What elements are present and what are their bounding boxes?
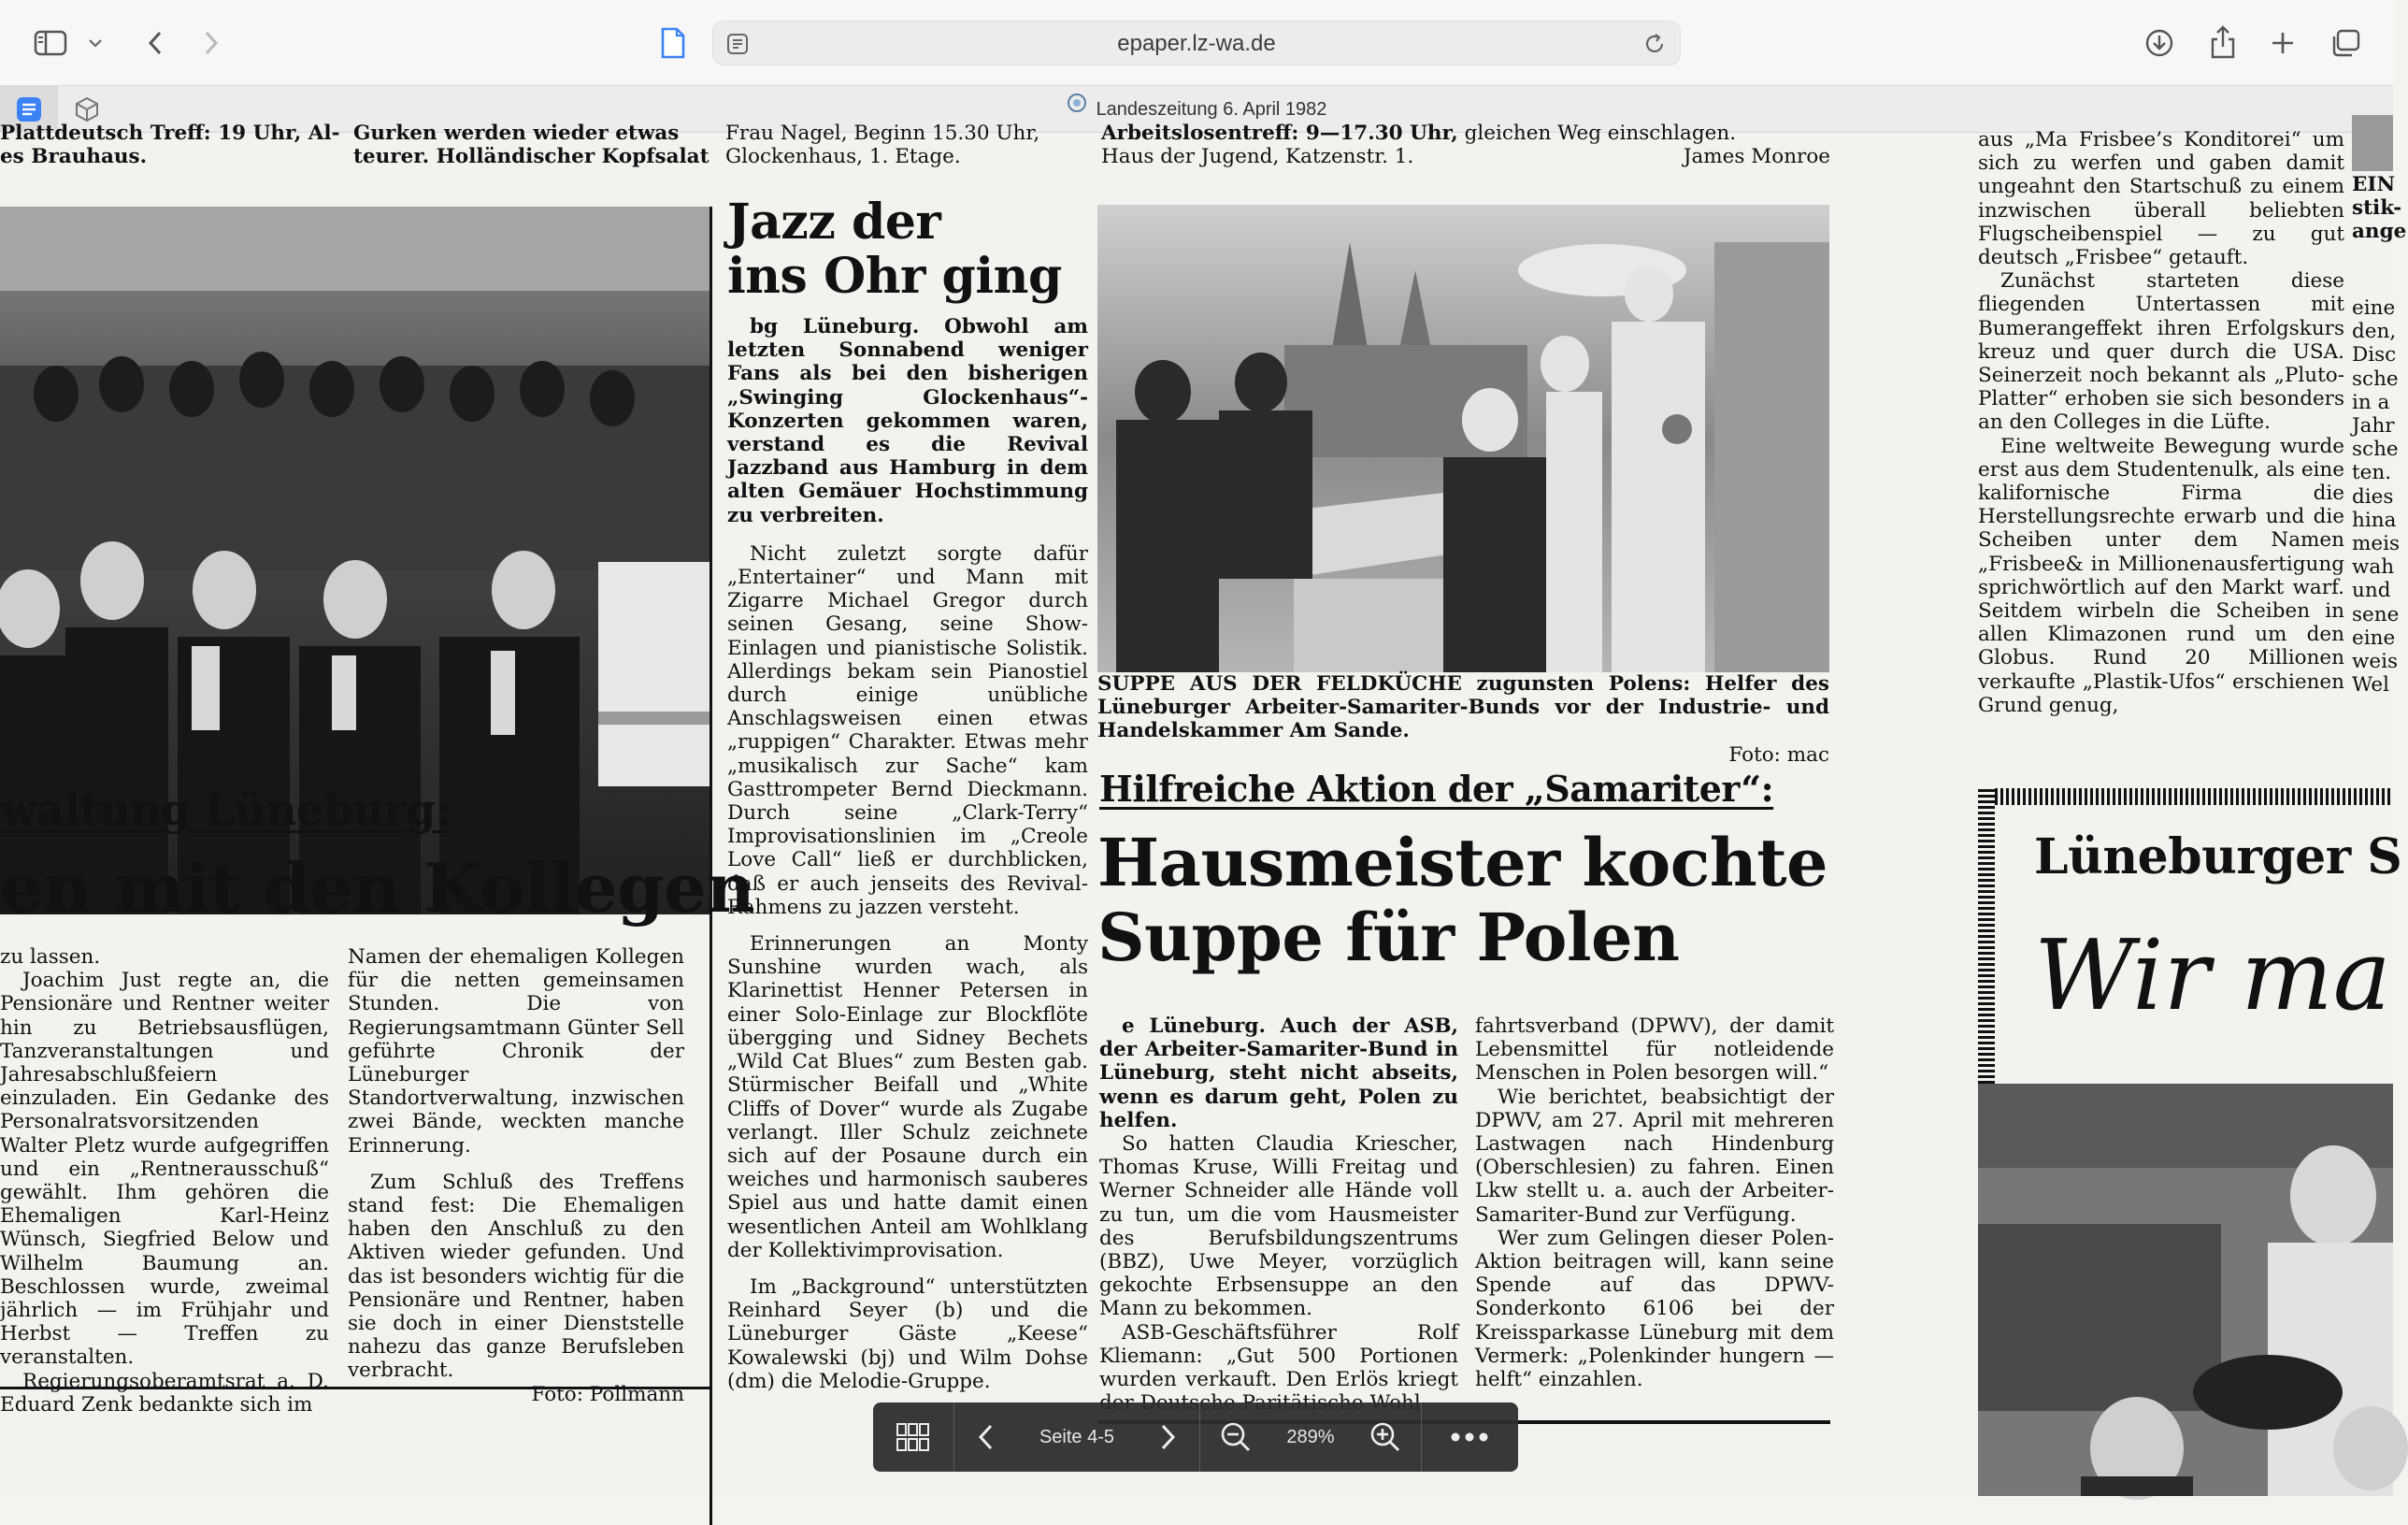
fragment: sche (2352, 438, 2399, 462)
snippet-line: Glockenhaus, 1. Etage. (725, 145, 961, 169)
soup-headline-line1: Hausmeister kochte (1097, 824, 1828, 901)
article-paragraph: Regierungsoberamtsrat a. D. Eduard Zenk bedankte sich im (0, 1369, 329, 1417)
article-paragraph: Namen der ehemaligen Kollegen für die netten gemeinsamen Stunden. Die von Regierungsamtmann Günter Sell geführte Chronik der Lüneburger Standortverwaltung, inzwischen zwei Bände, weckten manche Erinnerung. (348, 945, 684, 1158)
zoom-out-icon (1220, 1421, 1252, 1453)
reload-icon[interactable] (1642, 32, 1667, 60)
snippet-line: gleichen Weg einschlagen. (1464, 122, 1737, 145)
photo-credit: Foto: mac (1728, 742, 1829, 767)
snippet-line: es Brauhaus. (0, 145, 148, 169)
tab-overview-button[interactable] (2328, 26, 2363, 60)
pdf-control-bar (873, 1403, 1518, 1472)
address-bar[interactable] (712, 21, 1681, 65)
article-paragraph: Nicht zuletzt sorgte dafür „Entertainer“ und Mann mit Zigarre Michael Gregor durch seinen Gesang, seine Show-Einlagen und pianistische Solistik. Allerdings bekam sein Pianostiel durch einige unübliche Anschlagsweisen einen etwas „ruppigen“ Charakter. Etwas mehr „musikalisch zur Sache“ kam Gasttrompeter Bernd Dieckmann. Durch seine „Clark-Terry“ Improvisationslinien im „Creole Love Call“ ließ er durchblicken, daß er auch jenseits des Revival-Rahmens zu jazzen versteht. (727, 541, 1088, 919)
downloads-button[interactable] (2143, 26, 2176, 60)
jazz-article-body (727, 315, 1088, 1406)
frisbee-article-body (1978, 128, 2344, 730)
fragment: wah (2352, 555, 2395, 580)
thumbnails-button[interactable] (873, 1403, 953, 1472)
jazz-headline-line1: Jazz der (727, 194, 941, 251)
snippet-line: Haus der Jugend, Katzenstr. 1. (1101, 145, 1414, 169)
jazz-lead: bg Lüneburg. Obwohl am letzten Sonnabend weniger Fans als bei den bisherigen „Swinging Glockenhaus“-Konzerten gekommen waren, verstand es die Revival Jazzband aus Hamburg in dem alten Gemäuer Hochstimmung zu verbreiten. (727, 315, 1088, 527)
page-menu-button[interactable] (656, 24, 690, 62)
download-icon (2144, 28, 2174, 58)
browser-toolbar (0, 0, 2393, 86)
sidebar-icon (34, 30, 67, 56)
back-button[interactable] (138, 26, 172, 60)
ellipsis-icon (1451, 1432, 1488, 1442)
article-paragraph: zu lassen. (0, 945, 101, 969)
jazz-headline-line2: ins Ohr ging (727, 248, 1062, 305)
soup-headline-line2: Suppe für Polen (1097, 899, 1680, 976)
ad-box (1978, 788, 2402, 1106)
ad-title: Lüneburger S (2034, 828, 2402, 885)
left-article-col2 (348, 945, 684, 1406)
fragment: Jahr (2352, 414, 2395, 439)
fragment: EIN (2352, 173, 2396, 196)
far-right-photo-edge (2352, 115, 2393, 171)
article-paragraph: So hatten Claudia Kriescher, Thomas Kruse, Willi Freitag und Werner Schneider alle Hände voll zu tun, um die vom Hausmeister des Berufsbildungszentrums (BBZ), Uwe Meyer, vorzüglich gekochte Erbsensuppe an den Mann zu bekommen. (1099, 1132, 1458, 1321)
article-paragraph: ASB-Geschäftsführer Rolf Kliemann: „Gut 500 Portionen wurden verkauft. Den Erlös kriegt (1099, 1320, 1458, 1392)
snippet-line: Gurken werden wieder etwas (353, 122, 680, 145)
next-page-button[interactable] (1138, 1403, 1199, 1472)
left-article-col1 (0, 945, 329, 1430)
previous-page-button[interactable] (954, 1403, 1016, 1472)
fragment: dies (2352, 484, 2394, 509)
ad-slogan: Wir ma (2034, 918, 2391, 1032)
fragment: eine (2352, 626, 2396, 650)
photo-band (1978, 1084, 2393, 1496)
forward-button[interactable] (194, 26, 228, 60)
new-tab-icon (2270, 30, 2296, 56)
snippet-line: Frau Nagel, Beginn 15.30 Uhr, (725, 122, 1040, 145)
more-options-button[interactable] (1422, 1403, 1517, 1472)
photo-field-kitchen (1097, 205, 1829, 672)
fragment: in a (2352, 390, 2390, 414)
snippet-line: teurer. Holländischer Kopfsalat (353, 145, 710, 169)
share-button[interactable] (2206, 22, 2240, 62)
soup-photo-caption (1097, 672, 1829, 767)
snippet-line: Arbeitslosentreff: 9—17.30 Uhr, (1101, 122, 1458, 145)
soup-article-col1 (1099, 1014, 1458, 1428)
fragment: ange (2352, 220, 2407, 244)
article-paragraph: Im „Background“ unterstützten Reinhard Seyer (b) und die Lüneburger Gäste „Keese“ Kowalewski (bj) und Wilm Dohse (dm) die Melodie-Gruppe. (727, 1274, 1088, 1393)
article-paragraph: Zum Schluß des Treffens stand fest: Die Ehemaligen haben den Anschluß zu den Aktiven wieder gefunden. Und das ist besonders wichtig für die Pensionäre und Rentner, haben sie doch in einer Dienststelle nahezu das ganze Berufsleben verbracht. (348, 1170, 684, 1383)
fragment: eine (2352, 296, 2396, 320)
fragment: weis (2352, 650, 2399, 674)
snippet-signature: James Monroe (1683, 145, 1830, 169)
chevron-down-icon (88, 38, 103, 48)
new-tab-button[interactable] (2266, 26, 2300, 60)
fragment: und (2352, 579, 2391, 603)
fragment: meis (2352, 532, 2401, 556)
sidebar-toggle-button[interactable] (32, 26, 69, 60)
zoom-in-button[interactable] (1350, 1403, 1421, 1472)
ad-border-top (1978, 788, 2393, 805)
zoom-in-icon (1369, 1421, 1401, 1453)
article-paragraph: fahrtsverband (DPWV), der damit Lebensmittel für notleidende Menschen in Polen besorgen will.“ (1475, 1014, 1834, 1086)
fragment: sene (2352, 602, 2400, 626)
article-paragraph: Wie berichtet, beabsichtigt der DPWV, am 27. April mit mehreren Lastwagen nach Hindenburg (Oberschlesien) zu fahren. Einen Lkw stellt u. a. auch der Arbeiter-Samariter-Bund zur Verfügung. (1475, 1085, 1834, 1227)
page-indicator: Seite 4-5 (1039, 1426, 1115, 1447)
fragment: Disc (2352, 343, 2397, 367)
chevron-left-icon (977, 1423, 994, 1451)
url-text[interactable]: epaper.lz-wa.de (1117, 31, 1276, 56)
ad-border-left (1978, 788, 1995, 1106)
article-paragraph: Wer zum Gelingen dieser Polen-Aktion beitragen will, kann seine Spende auf das DPWV-Sonderkonto 6106 bei der Kreissparkasse Lüneburg mit dem Vermerk: „Polenkinder hungern — helft“ einzahlen. (1475, 1226, 1834, 1392)
snippet-col2 (353, 122, 714, 168)
article-paragraph: Erinnerungen an Monty Sunshine wurden wach, als Klarinettist Henner Petersen in einer Solo-Einlage zur Blockflöte übergging und Sidney Bechets „Wild Cat Blues“ zum Besten gab. Stürmischer Beifall und „White Cliffs of Dover“ wurde als Zugabe verlangt. Iller Schulz zeichnete sich auf der Posaune durch ein weiches und harmonisch sauberes Spiel aus und hatte damit einen wesentlichen Anteil am Wohlklang der Kollektivimprovisation. (727, 932, 1088, 1262)
snippet-col3 (725, 122, 1090, 168)
zoom-level: 289% (1286, 1426, 1335, 1447)
soup-article-kicker: Hilfreiche Aktion der „Samariter“: (1099, 768, 1774, 810)
chevron-right-icon (1160, 1423, 1177, 1451)
fragment: sche (2352, 367, 2399, 391)
newspaper-page (0, 122, 2407, 1496)
fragment: hina (2352, 508, 2397, 532)
far-right-fragments (2352, 173, 2408, 244)
photo-credit: Foto: Pollmann (531, 1382, 684, 1406)
page-icon (660, 26, 686, 60)
snippet-col4 (1101, 122, 1830, 168)
article-paragraph: Zunächst starteten diese fliegenden Untertassen mit Bumerangeffekt ihren Erfolgskurs kreuz und quer durch die USA. Seinerzeit noch bekannt als „Pluto-Platter“ erhoben sie sich besonders an den Colleges in die Lüfte. (1978, 269, 2344, 435)
left-article-kicker: waltung Lüneburg: (0, 784, 452, 835)
fragment: stik- (2352, 196, 2402, 221)
grid-icon (896, 1422, 931, 1452)
soup-article-col2 (1475, 1014, 1834, 1404)
forward-icon (203, 30, 220, 56)
far-right-fragments-body (2352, 296, 2408, 697)
snippet-col1 (0, 122, 344, 168)
article-paragraph: aus „Ma Frisbee’s Konditorei“ um sich zu werfen und gaben damit ungeahnt den Startschuß zu einem inzwischen überall beliebten Flugscheibenspiel — zu gut deutsch „Frisbee“ getauft. (1978, 128, 2344, 270)
soup-lead: e Lüneburg. Auch der ASB, der Arbeiter-Samariter-Bund in Lüneburg, steht nicht abseits, wenn es darum geht, Polen zu helfen. (1099, 1014, 1458, 1132)
article-paragraph: Eine weltweite Bewegung wurde erst aus dem Studentenulk, als eine kalifornische Firma die Herstellungsrechte erwarb und die Scheiben unter dem Namen „Frisbee& in Millionenausfertigung sprichwörtlich auf den Markt warf. Seitdem wirbeln die Scheiben in allen Klimazonen rund um den Globus. Rund 20 Millionen verkaufte „Plastik-Ufos“ erschienen Grund genug, (1978, 434, 2344, 717)
tab-overview-icon (2329, 28, 2361, 58)
left-article-headline: en mit den Kollegen (0, 848, 755, 928)
sidebar-menu-button[interactable] (84, 32, 107, 54)
photo-caption-text: SUPPE AUS DER FELDKÜCHE zugunsten Polens: Helfer des Lüneburger Arbeiter-Samariter-Bunds vor der Industrie- und Handelskammer Am Sande. (1097, 672, 1829, 743)
snippet-line: Plattdeutsch Treff: 19 Uhr, Al- (0, 122, 340, 145)
article-paragraph: Joachim Just regte an, die Pensionäre und Rentner weiter hin zu Betriebsausflügen, Tanzveranstaltungen und Jahresabschlußfeiern einzuladen. Ein Gedanke des Personalratsvorsitzenden Walter Pletz wurde aufgegriffen und ein „Rentnerausschuß“ gewählt. Ihm gehören die Ehemaligen Karl-Heinz Wünsch, Siegfried Below und Wilhelm Baumung an. Beschlossen wurde, zweimal jährlich — im Frühjahr und Herbst — Treffen zu veranstalten. (0, 969, 329, 1370)
fragment: Wel (2352, 673, 2389, 698)
back-icon (147, 30, 164, 56)
fragment: den, (2352, 320, 2397, 344)
tab-title-text: Landeszeitung 6. April 1982 (1096, 99, 1327, 120)
fragment: ten. (2352, 461, 2392, 485)
share-icon (2210, 24, 2236, 60)
zoom-out-button[interactable] (1200, 1403, 1271, 1472)
